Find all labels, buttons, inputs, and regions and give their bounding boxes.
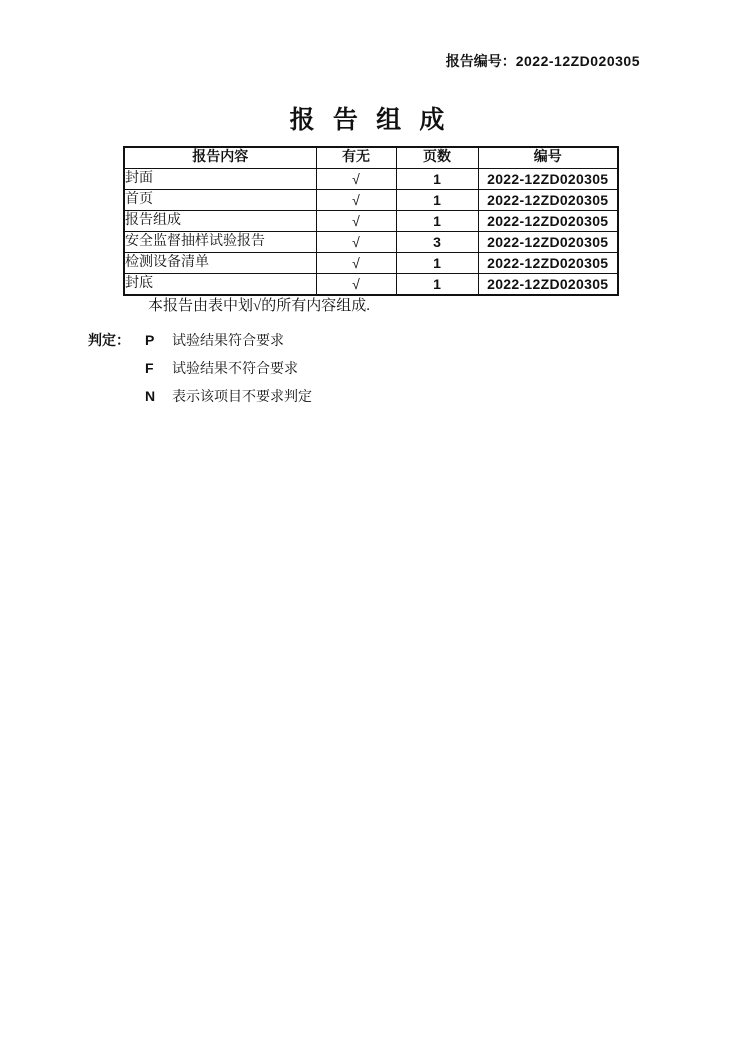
table-row <box>124 169 618 190</box>
table-row <box>124 274 618 296</box>
legend-code: N <box>145 388 156 404</box>
cell-number: 2022-12ZD020305 <box>478 190 618 211</box>
cell-pages: 3 <box>396 232 478 253</box>
cell-pages: 1 <box>396 190 478 211</box>
legend-item <box>88 386 312 405</box>
checkmark: √ <box>316 232 396 253</box>
legend-description: 试验结果不符合要求 <box>172 362 298 377</box>
legend-item <box>88 330 312 349</box>
judgement-legend <box>88 330 312 414</box>
column-header-content: 报告内容 <box>124 147 316 169</box>
checkmark: √ <box>316 274 396 296</box>
judgement-label: 判定： <box>88 334 130 349</box>
cell-pages: 1 <box>396 169 478 190</box>
column-header-number: 编号 <box>478 147 618 169</box>
page-title: 报 告 组 成 <box>289 107 451 134</box>
cell-pages: 1 <box>396 211 478 232</box>
cell-number: 2022-12ZD020305 <box>478 232 618 253</box>
column-header-pages: 页数 <box>396 147 478 169</box>
report-composition-table <box>123 146 619 296</box>
cell-content: 检测设备清单 <box>124 253 316 274</box>
cell-number: 2022-12ZD020305 <box>478 274 618 296</box>
table-note: 本报告由表中划√的所有内容组成. <box>148 298 370 314</box>
cell-content: 封面 <box>124 169 316 190</box>
cell-pages: 1 <box>396 253 478 274</box>
table-header-row <box>124 147 618 169</box>
cell-content: 封底 <box>124 274 316 296</box>
legend-code: F <box>145 360 154 376</box>
table-row <box>124 190 618 211</box>
table-row <box>124 211 618 232</box>
cell-number: 2022-12ZD020305 <box>478 169 618 190</box>
report-number-label: 报告编号： <box>445 55 516 70</box>
cell-number: 2022-12ZD020305 <box>478 253 618 274</box>
cell-content: 安全监督抽样试验报告 <box>124 232 316 253</box>
checkmark: √ <box>316 169 396 190</box>
table-row <box>124 232 618 253</box>
report-number <box>446 51 640 71</box>
cell-content: 首页 <box>124 190 316 211</box>
legend-item <box>88 358 312 377</box>
cell-content: 报告组成 <box>124 211 316 232</box>
table-row <box>124 253 618 274</box>
cell-number: 2022-12ZD020305 <box>478 211 618 232</box>
legend-code: P <box>145 332 155 348</box>
checkmark: √ <box>316 253 396 274</box>
legend-description: 试验结果符合要求 <box>172 334 284 349</box>
checkmark: √ <box>316 211 396 232</box>
column-header-present: 有无 <box>316 147 396 169</box>
checkmark: √ <box>316 190 396 211</box>
cell-pages: 1 <box>396 274 478 296</box>
report-number-value: 2022-12ZD020305 <box>515 53 640 69</box>
legend-description: 表示该项目不要求判定 <box>172 390 312 405</box>
